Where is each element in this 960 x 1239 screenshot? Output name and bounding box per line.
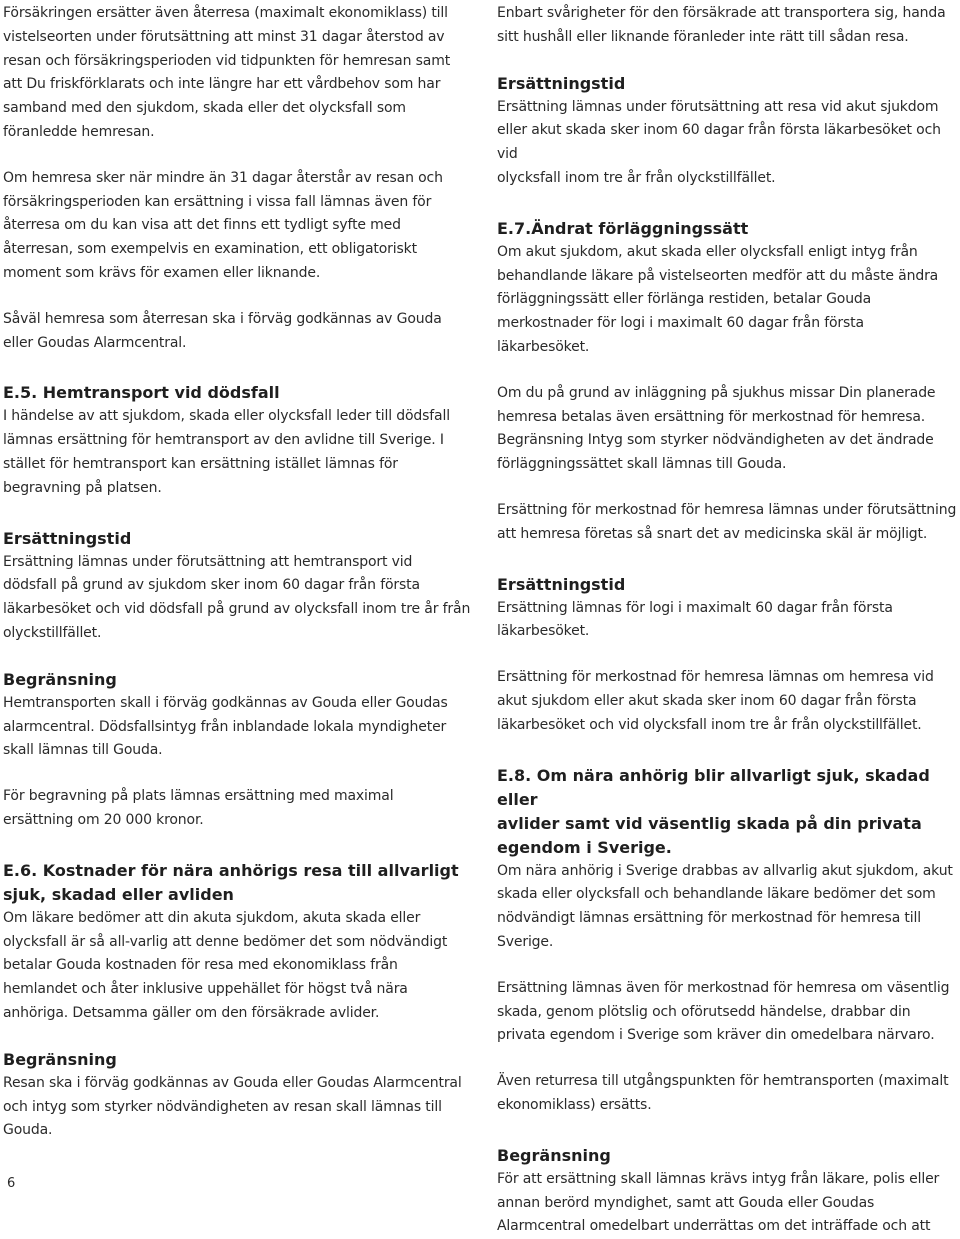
subsection-text-begransning: Hemtransporten skall i förväg godkännas av Gouda eller Goudas alarmcentral. Dödsfallsintyg från inblandade lokala myndigheter skall lämnas till Gouda. bbox=[3, 694, 448, 759]
subheading-begransning-e8: Begränsning bbox=[497, 1145, 611, 1165]
paragraph-aterresa: Försäkringen ersätter även återresa (maximalt ekonomiklass) till vistelseorten under förutsättning att minst 31 dagar återstod av resan och försäkringsperioden vid tidpunkten för hemresan samt att Du friskförklarats och inte längre har ett vårdbehov som har samband med den sjukdom, skada eller det olycksfall som föranledde hemresan. bbox=[3, 5, 451, 140]
page-number: 6 bbox=[7, 1176, 16, 1191]
paragraph-e8-property: Ersättning lämnas även för merkostnad för hemresa om väsentlig skada, genom plötslig och oförutsedd händelse, drabbar din privata egendom i Sverige som kräver din omedelbara närvaro. bbox=[497, 979, 950, 1044]
paragraph-e8-returresa: Även returresa till utgångspunkten för hemtransporten (maximalt ekonomiklass) ersätts. bbox=[497, 1073, 949, 1113]
subheading-ersattningstid-right: Ersättningstid bbox=[497, 73, 626, 93]
paragraph-approval: Såväl hemresa som återresan ska i förväg godkännas av Gouda eller Goudas Alarmcentral. bbox=[3, 310, 442, 351]
paragraph-begravning: För begravning på plats lämnas ersättning med maximal ersättning om 20 000 kronor. bbox=[3, 788, 394, 828]
right-column bbox=[497, 2, 960, 1239]
paragraph-aterresa-exception: Om hemresa sker när mindre än 31 dagar återstår av resan och försäkringsperioden kan ersättning i vissa fall lämnas även för återresa om du kan visa att det finns ett tydligt syfte med återresan, som exempelvis en examination, ett obligatoriskt moment som krävs för examen eller liknande. bbox=[3, 169, 443, 281]
section-text-e6: Om läkare bedömer att din akuta sjukdom, akuta skada eller olycksfall är så all-varlig att denne bedömer det som nödvändigt betalar Gouda kostnaden för resa med ekonomiklass från hemlandet och åter inklusive uppehället för högst två nära anhöriga. Detsamma gäller om den försäkrade avlider. bbox=[3, 909, 448, 1021]
subheading-ersattningstid: Ersättningstid bbox=[3, 528, 132, 548]
paragraph-e7-hospital: Om du på grund av inläggning på sjukhus missar Din planerade hemresa betalas även ersättning för merkostnad för hemresa. Begränsning Intyg som styrker nödvändigheten av det ändrade förläggningssättet skall lämnas till Gouda. bbox=[497, 384, 936, 473]
section-heading-e8: E.8. Om nära anhörig blir allvarligt sjuk, skadad eller avlider samt vid väsentlig skada på din privata egendom i Sverige. bbox=[497, 765, 930, 857]
section-text-e5: I händelse av att sjukdom, skada eller olycksfall leder till dödsfall lämnas ersättning för hemtransport av den avlidne till Sverige. I stället för hemtransport kan ersättning istället lämnas för begravning på platsen. bbox=[3, 408, 450, 496]
subheading-begransning-e6: Begränsning bbox=[3, 1049, 117, 1069]
paragraph-ersattningstid-e7-hemresa: Ersättning för merkostnad för hemresa lämnas om hemresa vid akut sjukdom eller akut skada sker inom 60 dagar från första läkarbesöket och vid olycksfall inom tre år från olyckstillfället. bbox=[497, 669, 934, 733]
section-text-e8: Om nära anhörig i Sverige drabbas av allvarlig akut sjukdom, akut skada eller olycksfall och behandlande läkare bedömer det som nödvändigt lämnas ersättning för merkostnad för hemresa till Sverige. bbox=[497, 862, 953, 950]
subsection-text-begransning-e8: För att ersättning skall lämnas krävs intyg från läkare, polis eller annan berörd myndighet, samt att Gouda eller Goudas Alarmcentral omedelbart underrättas om det inträffade och att bbox=[497, 1170, 940, 1235]
subsection-text-ersattningstid-e7: Ersättning lämnas för logi i maximalt 60 dagar från första läkarbesöket. bbox=[497, 599, 893, 640]
subsection-text-begransning-e6: Resan ska i förväg godkännas av Gouda eller Goudas Alarmcentral och intyg som styrker nödvändigheten av resan skall lämnas till Gouda. bbox=[3, 1074, 462, 1139]
subsection-text-ersattningstid-right: Ersättning lämnas under förutsättning att resa vid akut sjukdom eller akut skada sker inom 60 dagar från första läkarbesöket och vid olycksfall inom tre år från olyckstillfället. bbox=[497, 98, 941, 186]
paragraph-transport-difficulty: Enbart svårigheter för den försäkrade att transportera sig, handa sitt hushåll eller liknande föranleder inte rätt till sådan resa. bbox=[497, 5, 946, 45]
subsection-text-ersattningstid: Ersättning lämnas under förutsättning att hemtransport vid dödsfall på grund av sjukdom sker inom 60 dagar från första läkarbesöket och vid dödsfall på grund av olycksfall inom tre år från olyckstillfället. bbox=[3, 553, 471, 641]
section-heading-e5: E.5. Hemtransport vid dödsfall bbox=[3, 383, 280, 403]
section-text-e7: Om akut sjukdom, akut skada eller olycksfall enligt intyg från behandlande läkare på vistelseorten medför att du måste ändra förläggningssätt eller förlänga restiden, betalar Gouda merkostnader för logi i maximalt 60 dagar från första läkarbesöket. bbox=[497, 243, 939, 355]
section-heading-e7: E.7.Ändrat förläggningssätt bbox=[497, 218, 749, 238]
subheading-ersattningstid-e7: Ersättningstid bbox=[497, 574, 626, 594]
left-column bbox=[3, 2, 471, 1143]
paragraph-e7-merkostnad: Ersättning för merkostnad för hemresa lämnas under förutsättning att hemresa företas så snart det av medicinska skäl är möjligt. bbox=[497, 501, 957, 542]
section-heading-e6: E.6. Kostnader för nära anhörigs resa till allvarligt sjuk, skadad eller avliden bbox=[3, 860, 459, 904]
subheading-begransning: Begränsning bbox=[3, 669, 117, 689]
